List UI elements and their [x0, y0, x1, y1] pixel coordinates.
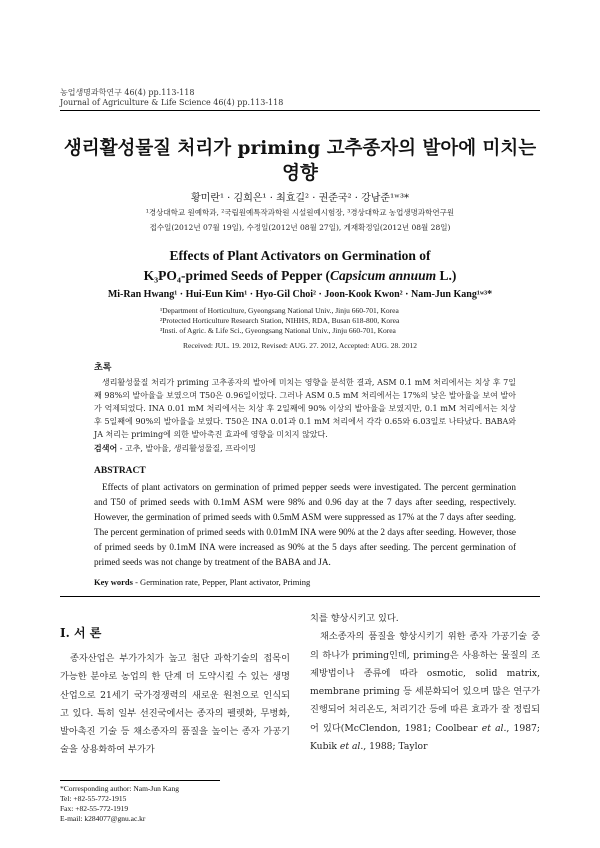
abstract-en-heading: ABSTRACT	[94, 466, 146, 476]
intro-heading: Ⅰ. 서 론	[60, 626, 102, 640]
corresponding-author: *Corresponding author: Nam-Jun Kang	[60, 784, 179, 793]
affiliation-en-1: ¹Department of Horticulture, Gyeongsang National Univ., Jinju 660-701, Korea	[160, 306, 399, 315]
keywords-en: Key words - Germination rate, Pepper, Plant activator, Priming	[94, 577, 311, 587]
dates-en: Received: JUL. 19. 2012, Revised: AUG. 27. 2012, Accepted: AUG. 28. 2012	[183, 341, 417, 350]
title-en-line1: Effects of Plant Activators on Germination of	[169, 248, 431, 263]
title-kr-line2: 영향	[282, 163, 318, 184]
abstract-kr-heading: 초록	[94, 363, 112, 373]
corresponding-email: E-mail: k284077@gnu.ac.kr	[60, 814, 146, 823]
title-kr	[60, 136, 540, 186]
title-en	[60, 246, 540, 286]
correspondence	[60, 784, 179, 824]
abstract-kr-body: 생리활성물질 처리가 priming 고추종자의 발아에 미치는 영향을 분석한 결과, ASM 0.1 mM 처리에서는 치상 후 7일째 98%의 발아율을 보였으며 T50은 0.96일이었다. 그러나 ASM 0.5 mM 처리에서는 17%의 낮은 발아율을 보여 발아가 억제되었다. INA 0.01 mM 처리에서는 치상 후 2일째에 90% 이상의 발아율을 보였지만, 0.1 mM 처리에서는 치상 후 5일째에 90%의 발아율을 보였다. T50은 INA 0.01과 0.1 mM 처리에서 각각 0.65와 6.03일로 나타났다. BABA와 JA 처리는 priming에 의한 발아촉진 효과에 영향을 미치지 않았다.	[94, 378, 516, 439]
journal-header-en: Journal of Agriculture & Life Science 46(4) pp.113-118	[60, 98, 284, 107]
intro-right-column	[310, 610, 540, 756]
corresponding-fax: Fax: +82-55-772-1919	[60, 804, 129, 813]
header-rule	[60, 110, 540, 111]
journal-header-kr: 농업생명과학연구 46(4) pp.113-118	[60, 88, 195, 97]
dates-kr: 접수일(2012년 07월 19일), 수정일(2012년 08월 27일), 게재확정일(2012년 08월 28일)	[149, 223, 451, 232]
intro-left-paragraph: 종자산업은 부가가치가 높고 첨단 과학기술의 접목이 가능한 분야로 농업의 한 단계 더 도약시킬 수 있는 생명산업으로 21세기 국가경쟁력의 새로운 원천으로 인식되고 있다. 특히 일부 선진국에서는 종자의 펠렛화, 무병화, 발아촉진 기술 등 채소종자의 품질을 높이는 종자 가공기술을 상용화하여 부가가	[60, 653, 290, 756]
keywords-kr: 검색어 - 고추, 발아율, 생리활성물질, 프라이밍	[94, 443, 257, 453]
affiliation-en-3: ³Insti. of Agric. & Life Sci., Gyeongsang National Univ., Jinju 660-701, Korea	[160, 326, 396, 335]
abstract-rule	[60, 596, 540, 597]
intro-right-continuation: 치를 향상시키고 있다.	[310, 613, 399, 624]
authors-kr: 황미란¹ · 김희은¹ · 최효길² · 권준국² · 강남준¹ʷ³*	[191, 193, 409, 204]
title-kr-line1: 생리활성물질 처리가 priming 고추종자의 발아에 미치는	[63, 138, 537, 159]
intro-right-paragraph: 채소종자의 품질을 향상시키기 위한 종자 가공기술 중의 하나가 priming인데, priming은 사용하는 물질의 조제방법이나 종류에 따라 osmotic, solid matrix, membrane priming 등 세분화되어 있으며 많은 연구가 진행되어 처리온도, 처리기간 등에 따른 효과가 잘 정립되어 있다(McClendon, 1981; Coolbear et al., 1987; Kubik et al., 1988; Taylor	[310, 631, 541, 753]
footnote-rule	[60, 780, 220, 781]
intro-left-column	[60, 650, 290, 760]
affiliation-en-2: ²Protected Horticulture Research Station, NIHHS, RDA, Busan 618-800, Korea	[160, 316, 400, 325]
title-en-line2: K₃PO₄-primed Seeds of Pepper (Capsicum annuum L.)	[143, 268, 457, 283]
affiliations-en	[160, 306, 490, 336]
abstract-en-body: Effects of plant activators on germination of primed pepper seeds were investigated. The percent germination and T50 of primed seeds with 0.1mM ASM were 98% and 0.96 day at the 7 days after seeding, respectively. However, the germination of primed seeds with 0.5mM ASM were suppressed as 17% at the 7 days after seeding. The percent germination of primed seeds with 0.01mM INA were 90% at the 2 days after seeding. However, those of primed seeds by 0.1mM INA were increased as 90% at the 5 days after seeding. The percent germination of primed seeds was not change by treatment of the BABA and JA.	[94, 482, 516, 567]
affiliation-kr: ¹경상대학교 원예학과, ²국립원예특작과학원 시설원예시험장, ³경상대학교 농업생명과학연구원	[145, 208, 455, 217]
authors-en: Mi-Ran Hwang¹ · Hui-Eun Kim¹ · Hyo-Gil Choi² · Joon-Kook Kwon² · Nam-Jun Kang¹ʷ³*	[107, 289, 493, 300]
corresponding-tel: Tel: +82-55-772-1915	[60, 794, 127, 803]
